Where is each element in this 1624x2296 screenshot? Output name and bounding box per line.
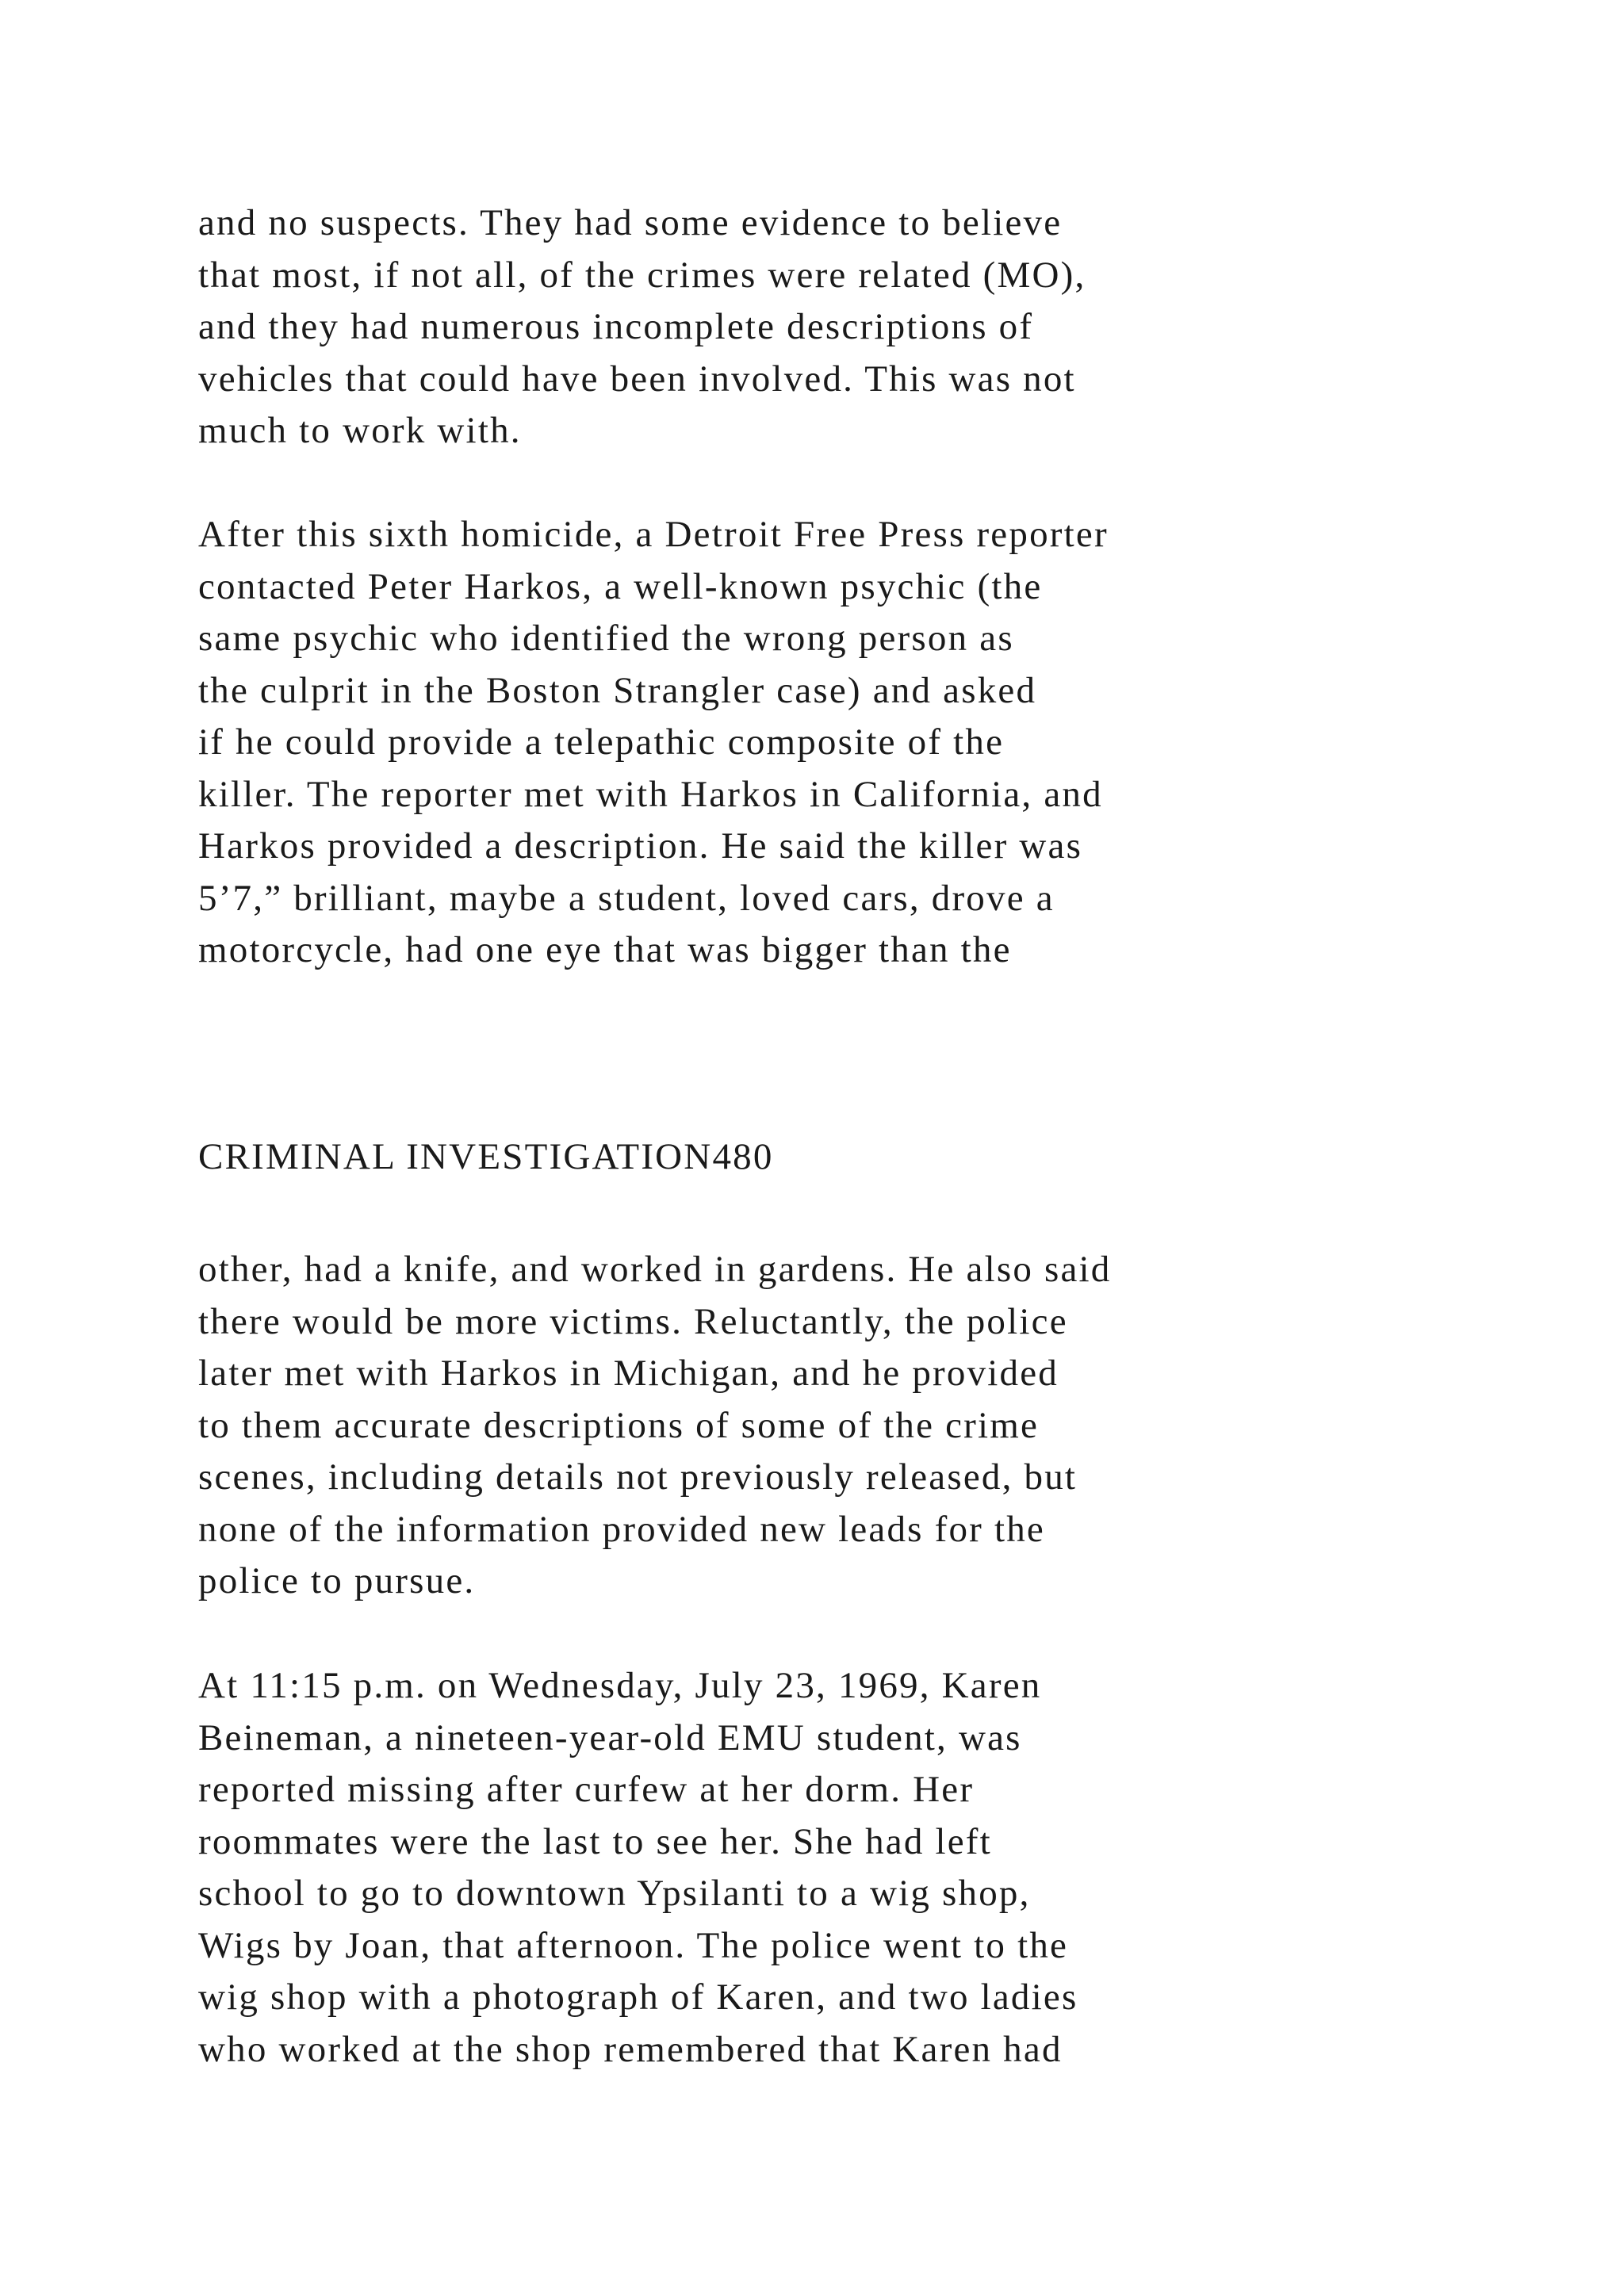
- text-line: scenes, including details not previously released, but: [198, 1456, 1078, 1498]
- text-line: killer. The reporter met with Harkos in California, and: [198, 773, 1103, 815]
- text-line: Beineman, a nineteen-year-old EMU student, was: [198, 1716, 1022, 1758]
- text-line: school to go to downtown Ypsilanti to a wig shop,: [198, 1873, 1031, 1914]
- paragraph-2: [198, 509, 1109, 977]
- text-line: wig shop with a photograph of Karen, and two ladies: [198, 1976, 1078, 2018]
- running-header-text: CRIMINAL INVESTIGATION480: [198, 1136, 774, 1177]
- text-line: if he could provide a telepathic composite of the: [198, 721, 1005, 763]
- text-line: 5’7,” brilliant, maybe a student, loved cars, drove a: [198, 877, 1055, 919]
- text-line: none of the information provided new leads for the: [198, 1508, 1045, 1550]
- paragraph-1: [198, 197, 1086, 457]
- text-line: later met with Harkos in Michigan, and he provided: [198, 1353, 1059, 1394]
- text-line: there would be more victims. Reluctantly, the police: [198, 1300, 1068, 1342]
- paragraph-4: [198, 1660, 1078, 2076]
- text-line: who worked at the shop remembered that Karen had: [198, 2028, 1063, 2070]
- text-line: and no suspects. They had some evidence to believe: [198, 202, 1063, 243]
- text-line: same psychic who identified the wrong person as: [198, 618, 1014, 659]
- text-line: Wigs by Joan, that afternoon. The police went to the: [198, 1924, 1069, 1966]
- text-line: police to pursue.: [198, 1560, 476, 1601]
- text-line: motorcycle, had one eye that was bigger than the: [198, 929, 1012, 970]
- text-line: vehicles that could have been involved. This was not: [198, 358, 1076, 400]
- text-line: After this sixth homicide, a Detroit Free Press reporter: [198, 514, 1109, 555]
- paragraph-3: [198, 1244, 1112, 1608]
- text-line: the culprit in the Boston Strangler case) and asked: [198, 669, 1037, 711]
- running-header: [198, 1131, 774, 1184]
- text-line: contacted Peter Harkos, a well-known psychic (the: [198, 565, 1043, 607]
- text-line: that most, if not all, of the crimes were related (MO),: [198, 254, 1086, 296]
- text-line: much to work with.: [198, 410, 522, 451]
- text-line: At 11:15 p.m. on Wednesday, July 23, 1969, Karen: [198, 1665, 1042, 1706]
- text-line: to them accurate descriptions of some of the crime: [198, 1404, 1040, 1446]
- text-line: roommates were the last to see her. She had left: [198, 1820, 992, 1862]
- text-line: Harkos provided a description. He said the killer was: [198, 825, 1083, 867]
- text-line: and they had numerous incomplete descriptions of: [198, 306, 1034, 347]
- text-line: other, had a knife, and worked in gardens. He also said: [198, 1249, 1112, 1290]
- text-line: reported missing after curfew at her dorm. Her: [198, 1769, 975, 1810]
